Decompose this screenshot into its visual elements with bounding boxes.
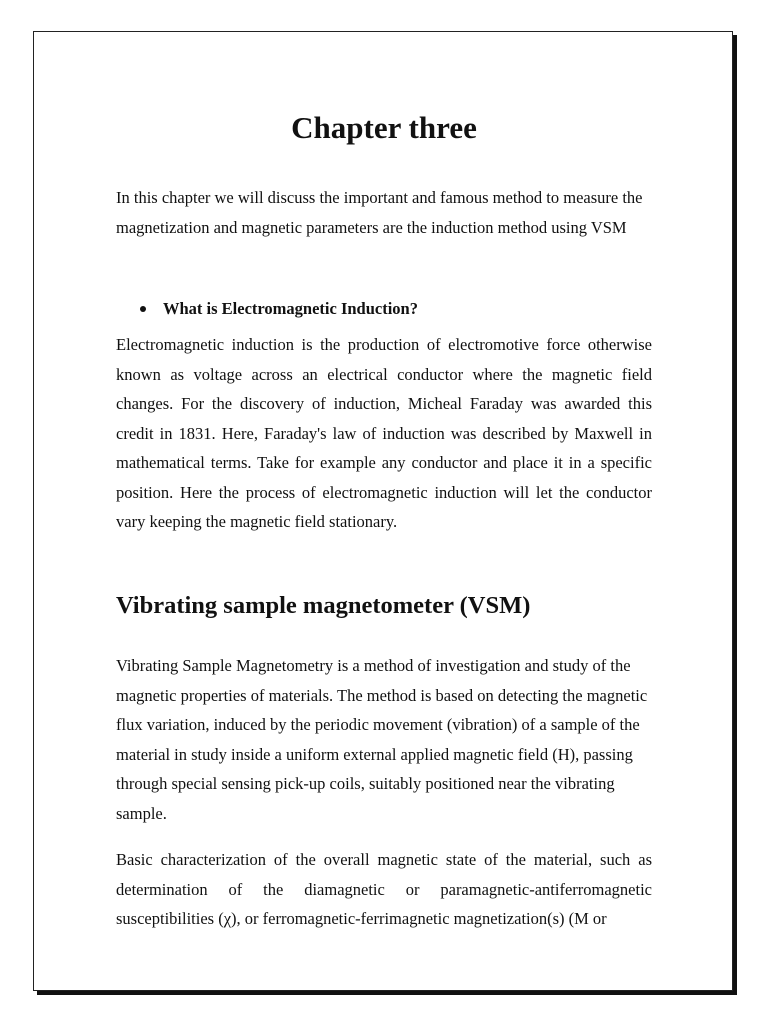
basic-paragraph: Basic characterization of the overall magnetic state of the material, such as determination of the diamagnetic or paramagnetic-antiferromagnetic susceptibilities (χ), or ferromagnetic-ferrimagnetic magnetization(s) (M or [116,850,652,928]
vsm-paragraph: Vibrating Sample Magnetometry is a method of investigation and study of the magnetic properties of materials. The method is based on detecting the magnetic flux variation, induced by the periodic movement (vibration) of a sample of the material in study inside a uniform external applied magnetic field (H), passing through special sensing pick-up coils, suitably positioned near the vibrating sample. [116,656,648,823]
bullet-heading: What is Electromagnetic Induction? [163,299,418,318]
chapter-title: Chapter three [291,110,477,145]
intro-paragraph: In this chapter we will discuss the important and famous method to measure the magnetization and magnetic parameters are the induction method using VSM [116,188,643,237]
section-heading: Vibrating sample magnetometer (VSM) [116,592,531,619]
bullet-item [140,296,418,322]
bullet-icon [140,306,146,312]
induction-paragraph: Electromagnetic induction is the production of electromotive force otherwise known as voltage across an electrical conductor where the magnetic field changes. For the discovery of induction, Micheal Faraday was awarded this credit in 1831. Here, Faraday's law of induction was described by Maxwell in mathematical terms. Take for example any conductor and place it in a specific position. Here the process of electromagnetic induction will let the conductor vary keeping the magnetic field stationary. [116,335,652,531]
